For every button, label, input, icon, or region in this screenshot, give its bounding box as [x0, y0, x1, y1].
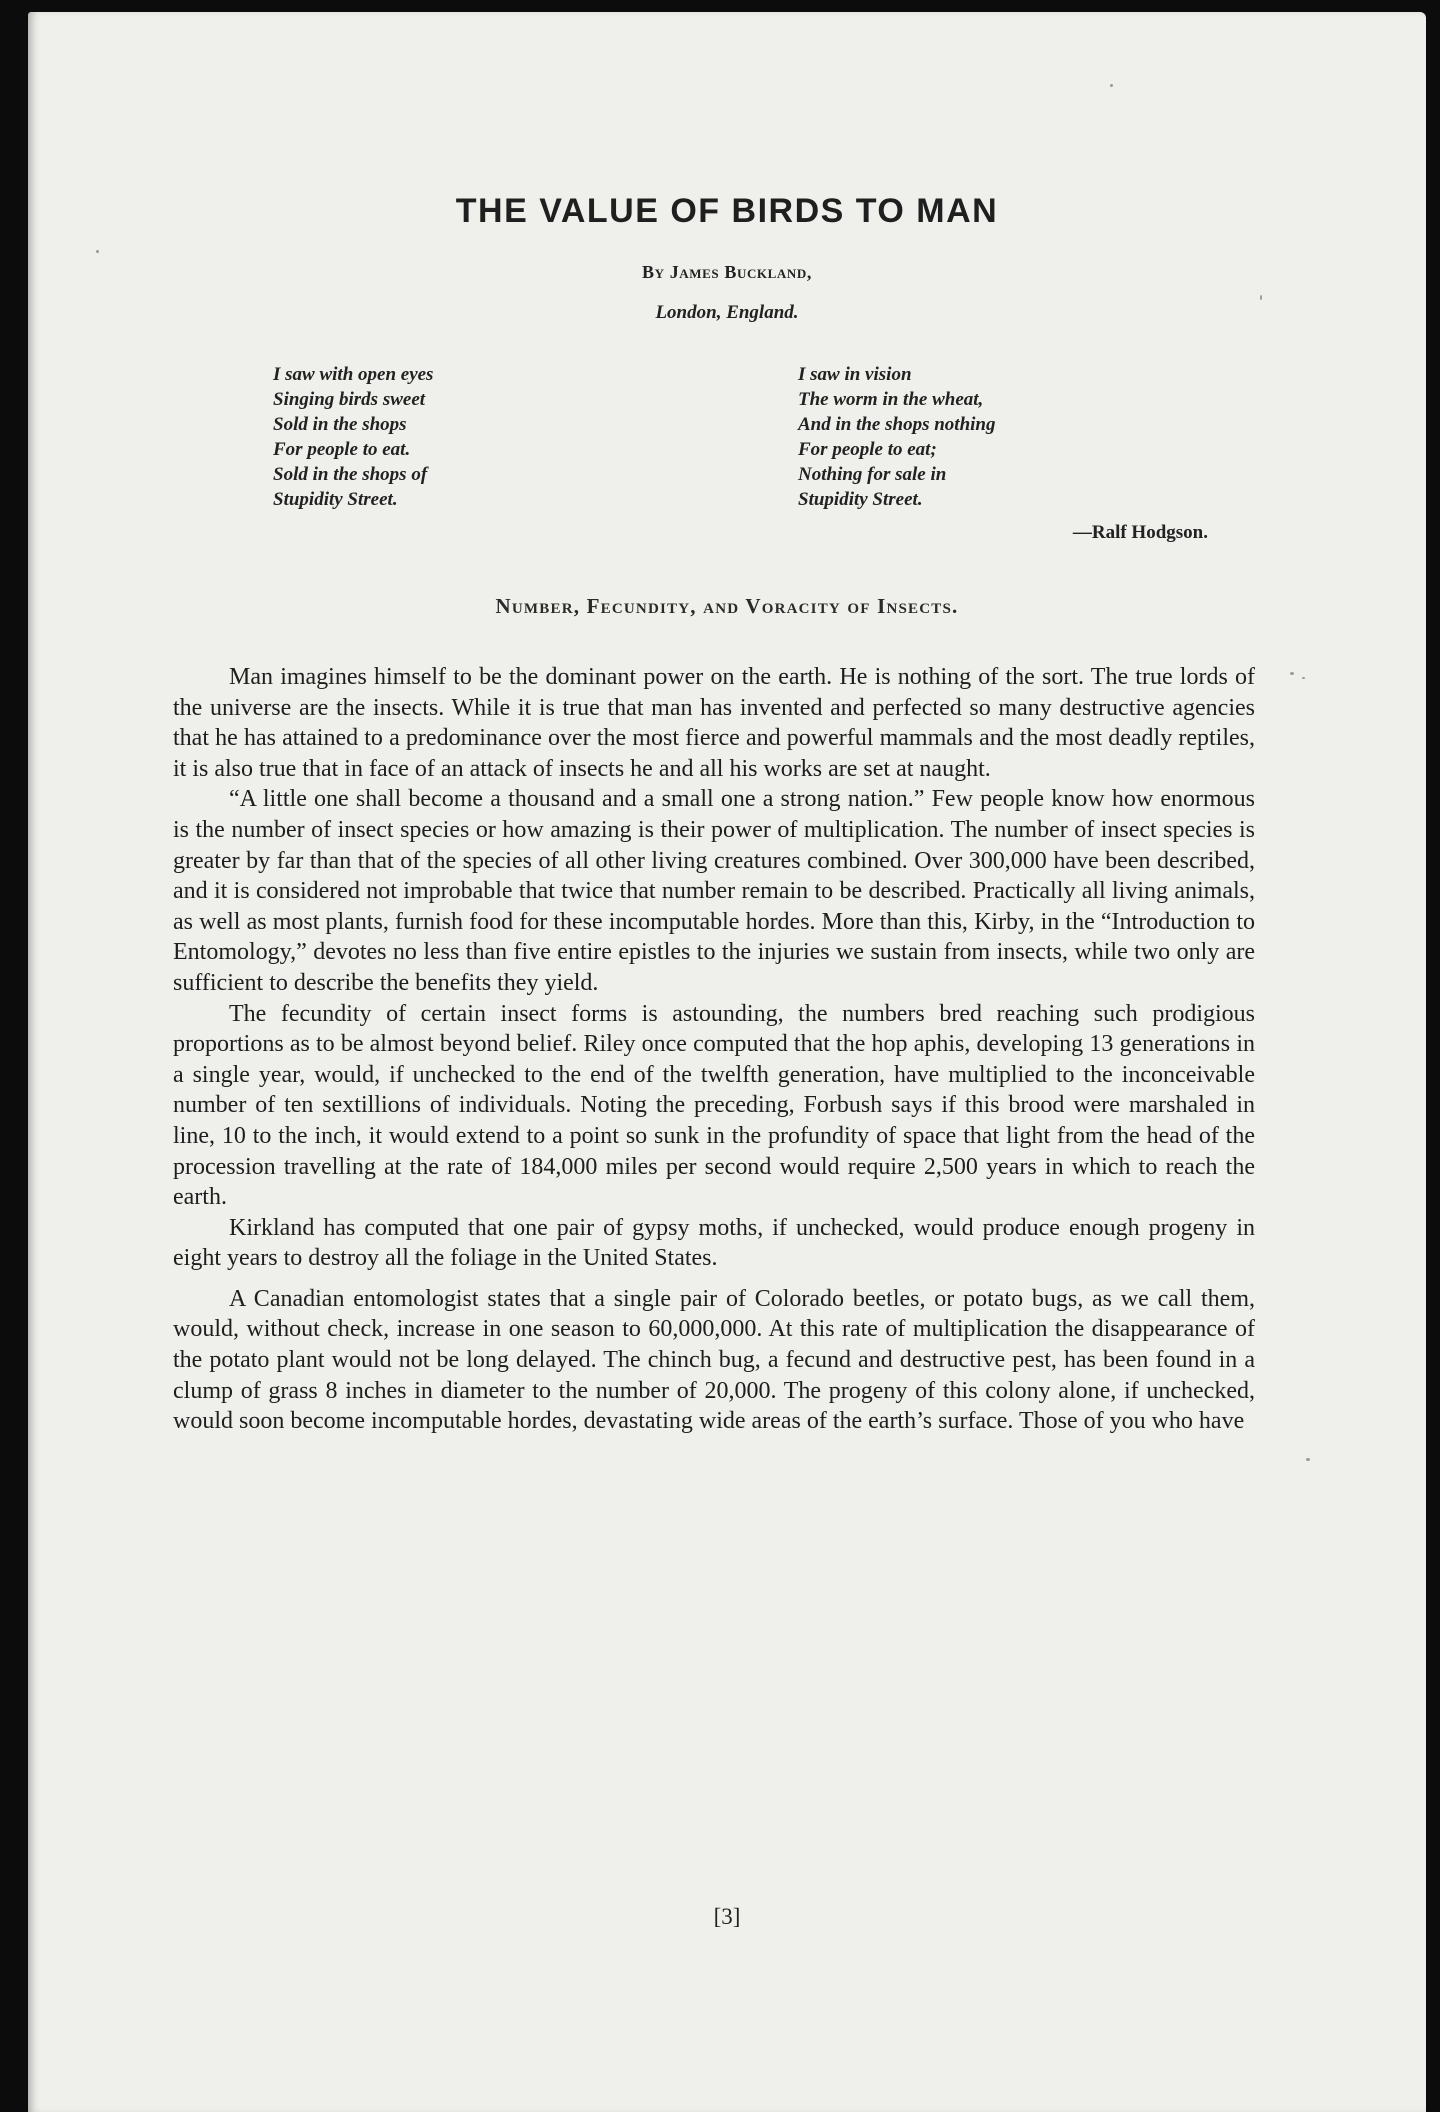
- paragraph: The fecundity of certain insect forms is astounding, the numbers bred reaching such prodigious proportions as to be almost beyond belief. Riley once computed that the hop aphis, developing 13 generations in a single year, would, if unchecked to the end of the twelfth generation, have multiplied to the inconceivable number of ten sextillions of individuals. Noting the preceding, Forbush says if this brood were marshaled in line, 10 to the inch, it would extend to a point so sunk in the profundity of space that light from the head of the procession travelling at the rate of 184,000 miles per second would require 2,500 years in which to reach the earth.: [173, 1000, 1255, 1211]
- poem-right-stanza: [798, 362, 995, 512]
- paragraph: Man imagines himself to be the dominant power on the earth. He is nothing of the sort. The true lords of the universe are the insects. While it is true that man has invented and perfected so many destructive agencies that he has attained to a predominance over the most fierce and powerful mammals and the most deadly reptiles, it is also true that in face of an attack of insects he and all his works are set at naught.: [173, 664, 1255, 782]
- page-number: [3]: [713, 1904, 741, 1929]
- poem-line: Sold in the shops: [273, 414, 407, 435]
- poem-line: Singing birds sweet: [273, 389, 426, 410]
- article-title: THE VALUE OF BIRDS TO MAN: [455, 192, 999, 230]
- document-page: [28, 12, 1426, 2112]
- poem-attribution: —Ralf Hodgson.: [1072, 522, 1208, 543]
- article-body: [173, 662, 1255, 1437]
- poem-line: Stupidity Street.: [273, 489, 398, 510]
- scan-speck: [1306, 1458, 1310, 1461]
- scan-speck: [96, 250, 99, 253]
- paragraph: A Canadian entomologist states that a single pair of Colorado beetles, or potato bugs, as we call them, would, without check, increase in one season to 60,000,000. At this rate of multiplication the disappearance of the potato plant would not be long delayed. The chinch bug, a fecund and destructive pest, has been found in a clump of grass 8 inches in diameter to the number of 20,000. The progeny of this colony alone, if unchecked, would soon become incomputable hordes, devastating wide areas of the earth’s surface. Those of you who have: [173, 1285, 1255, 1435]
- poem-line: Nothing for sale in: [798, 464, 947, 485]
- scan-speck: [1110, 84, 1113, 87]
- author-location: London, England.: [655, 302, 799, 323]
- poem-line: I saw in vision: [798, 364, 912, 385]
- paragraph: Kirkland has computed that one pair of gypsy moths, if unchecked, would produce enough progeny in eight years to destroy all the foliage in the United States.: [173, 1214, 1255, 1272]
- poem-line: For people to eat.: [273, 439, 411, 460]
- scan-speck: [1290, 672, 1294, 675]
- scan-speck: [1302, 677, 1305, 679]
- scan-speck: [1260, 295, 1262, 300]
- poem-line: I saw with open eyes: [273, 364, 434, 385]
- poem-line: Stupidity Street.: [798, 489, 923, 510]
- poem-left-stanza: [273, 362, 433, 512]
- poem-line: And in the shops nothing: [798, 414, 996, 435]
- poem-line: Sold in the shops of: [273, 464, 428, 485]
- poem-line: For people to eat;: [798, 439, 937, 460]
- author-byline: By James Buckland,: [642, 262, 812, 282]
- section-heading: Number, Fecundity, and Voracity of Insects.: [495, 594, 959, 618]
- poem-line: The worm in the wheat,: [798, 389, 984, 410]
- paragraph: “A little one shall become a thousand and a small one a strong nation.” Few people know how enormous is the number of insect species or how amazing is their power of multiplication. The number of insect species is greater by far than that of the species of all other living creatures combined. Over 300,000 have been described, and it is considered not improbable that twice that number remain to be described. Practically all living animals, as well as most plants, furnish food for these incomputable hordes. More than this, Kirby, in the “Introduction to Entomology,” devotes no less than five entire epistles to the injuries we sustain from insects, while two only are sufficient to describe the benefits they yield.: [173, 786, 1255, 996]
